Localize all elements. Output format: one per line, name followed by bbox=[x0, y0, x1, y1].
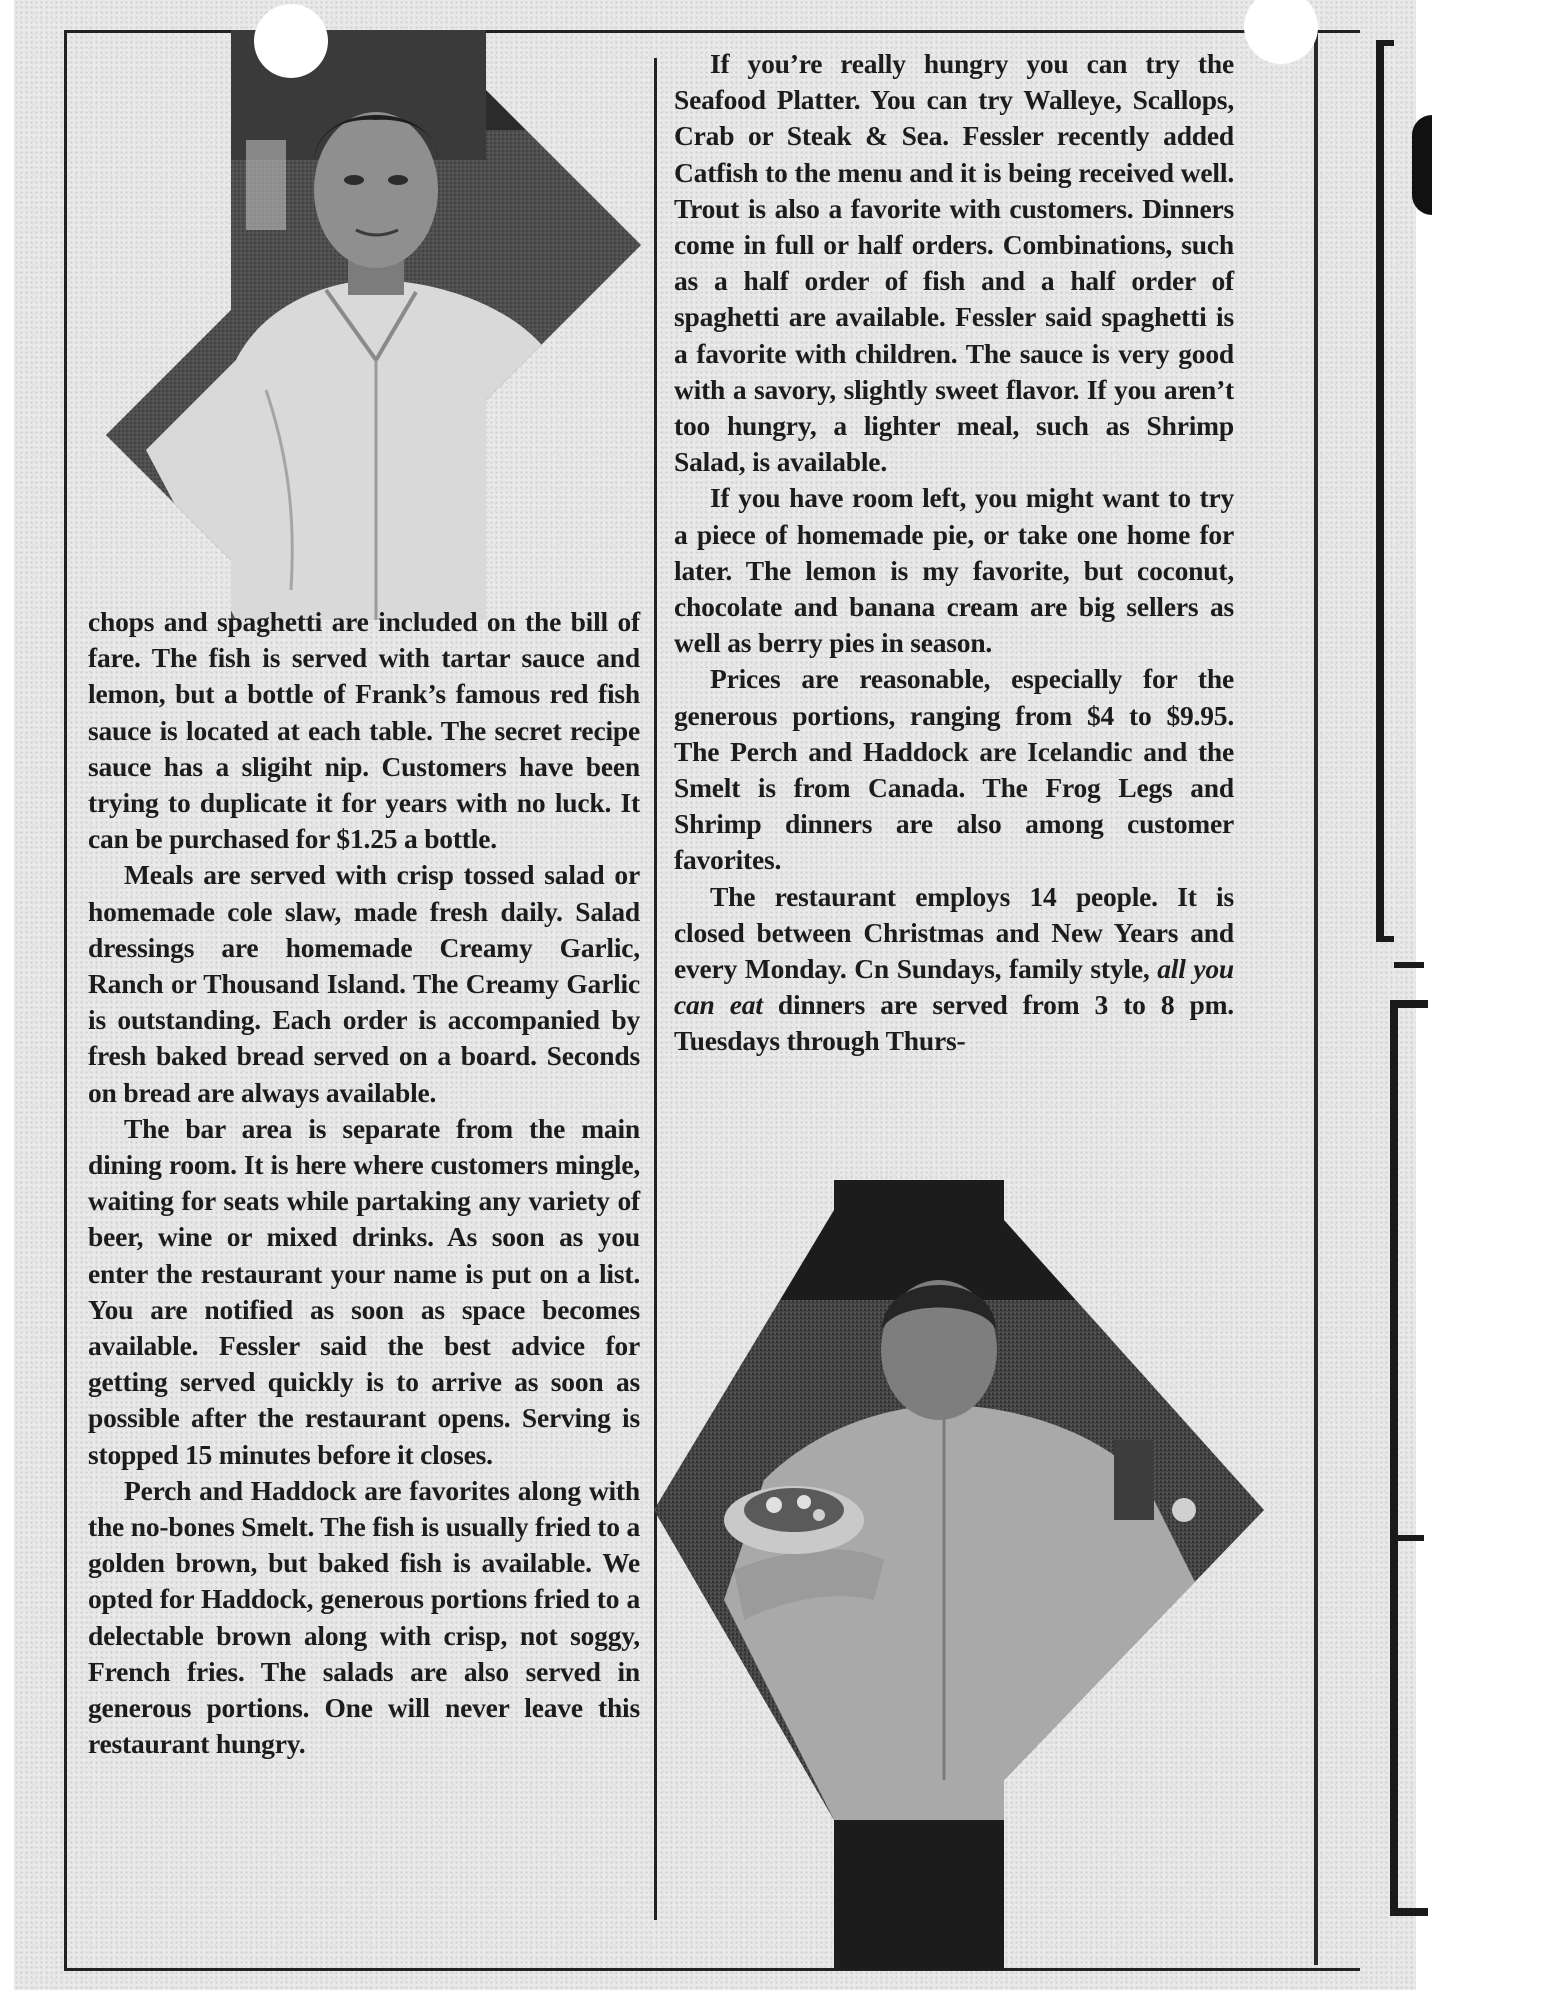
adjacent-ink-mark bbox=[1412, 115, 1432, 215]
adjacent-column-border bbox=[1314, 30, 1318, 1965]
paragraph-right-1: If you’re really hungry you can try the Seafood Platter. You can try Walleye, Scallops, Crab or Steak & Sea. Fessler recently added Catfish to the menu and it is being received well. Trout is also a favorite with customers. Dinners come in full or half orders. Combinations, such as a half order of fish and a half order of spaghetti are available. Fessler said spaghetti is a favorite with children. The sauce is very good with a savory, slightly sweet flavor. If you aren’t too hungry, a lighter meal, such as Shrimp Salad, is available. bbox=[674, 48, 1234, 478]
paragraph-right-4-italic: all you can eat bbox=[674, 953, 1234, 1021]
paragraph-right-4-start: The restaurant employs 14 people. It is closed between Christmas and New Years and every Monday. Cn Sundays, family style, bbox=[674, 880, 1234, 985]
photo-server bbox=[644, 1180, 1304, 1970]
paragraph-right-4 bbox=[674, 879, 1234, 1060]
newspaper-clipping bbox=[14, 0, 1416, 1990]
paragraph-right-2: If you have room left, you might want to try a piece of homemade pie, or take one home for later. The lemon is my favorite, but coconut, chocolate and banana cream are big sellers as well as berry pies in season. bbox=[674, 482, 1234, 659]
paragraph-left-3: The bar area is separate from the main dining room. It is here where customers mingle, waiting for seats while partaking any variety of beer, wine or mixed drinks. As soon as you enter the restaurant your name is put on a list. You are notified as soon as space becomes available. Fessler said the best advice for getting served quickly is to arrive as soon as possible after the restaurant opens. Serving is stopped 15 minutes before it closes. bbox=[88, 1112, 640, 1470]
hole-punch-mark bbox=[254, 4, 328, 78]
paragraph-left-2: Meals are served with crisp tossed salad or homemade cole slaw, made fresh daily. Salad dressings are homemade Creamy Garlic, Ranch or Thousand Island. The Creamy Garlic is outstanding. Each order is accompanied by fresh baked bread served on a board. Seconds on bread are always available. bbox=[88, 859, 640, 1108]
paragraph-left-1: chops and spaghetti are included on the bill of fare. The fish is served with tartar sauce and lemon, but a bottle of Frank’s famous red fish sauce is located at each table. The secret recipe sauce has a sligiht nip. Customers have been trying to duplicate it for years with no luck. It can be purchased for $1.25 a bottle. bbox=[88, 606, 640, 855]
paragraph-right-3: Prices are reasonable, especially for the generous portions, ranging from $4 to $9.95. The Perch and Haddock are Icelandic and the Smelt is from Canada. The Frog Legs and Shrimp dinners are also among customer favorites. bbox=[674, 663, 1234, 876]
article-left-column bbox=[88, 604, 640, 1763]
photo-chef-image bbox=[86, 30, 646, 620]
adjacent-box-border-bottom bbox=[1390, 1000, 1428, 1916]
adjacent-rule bbox=[1394, 1535, 1424, 1541]
adjacent-rule bbox=[1394, 962, 1424, 968]
adjacent-box-border-top bbox=[1376, 40, 1394, 942]
photo-chef bbox=[86, 30, 646, 620]
paragraph-right-4-end: dinners are served from 3 to 8 pm. Tuesdays through Thurs- bbox=[674, 989, 1234, 1057]
article-right-column bbox=[674, 46, 1234, 1060]
photo-server-image bbox=[644, 1180, 1304, 1970]
paragraph-left-4: Perch and Haddock are favorites along with the no-bones Smelt. The fish is usually fried to a golden brown, but baked fish is available. We opted for Haddock, generous portions fried to a delectable brown along with crisp, not soggy, French fries. The salads are also served in generous portions. One will never leave this restaurant hungry. bbox=[88, 1474, 640, 1760]
